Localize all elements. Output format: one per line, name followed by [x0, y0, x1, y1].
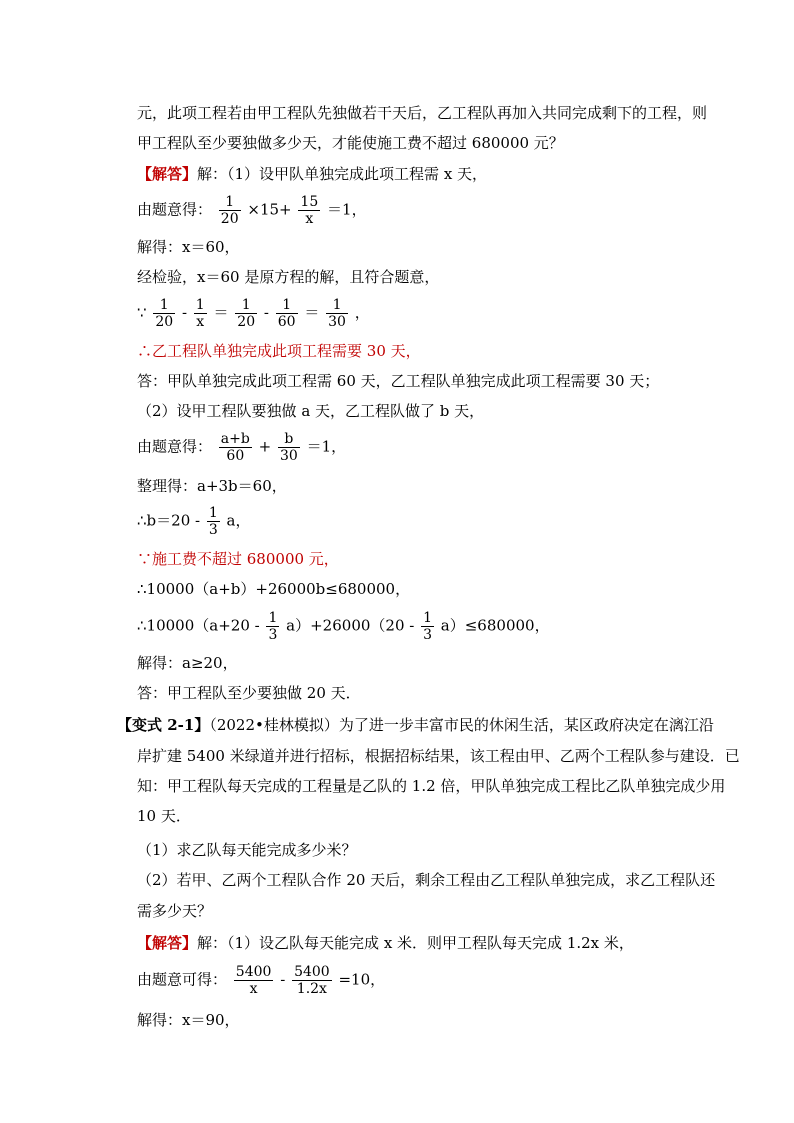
numerator: 15 — [300, 194, 319, 210]
numerator: 1 — [153, 297, 175, 314]
text-line: ∵施工费不超过 680000 元， — [137, 550, 339, 568]
fraction — [421, 610, 434, 643]
numerator: 1 — [268, 610, 278, 626]
text-line: 整理得：a+3b＝60， — [137, 477, 287, 495]
fraction — [235, 297, 257, 330]
numerator: 5400 — [294, 964, 330, 980]
numerator: 1 — [208, 505, 218, 521]
equation-line — [137, 505, 251, 538]
denominator: x — [196, 314, 205, 330]
denominator: 3 — [423, 627, 433, 643]
denominator: 20 — [237, 314, 256, 330]
denominator: 3 — [268, 627, 278, 643]
fraction — [153, 297, 175, 330]
fraction — [219, 194, 241, 227]
fraction — [207, 505, 220, 538]
equation-line — [137, 194, 367, 227]
text-line — [137, 933, 634, 953]
text-line: 经检验，x＝60 是原方程的解，且符合题意， — [137, 268, 440, 286]
operator: - — [263, 303, 274, 322]
text-line — [137, 164, 487, 184]
text-line: 甲工程队至少要独做多少天，才能使施工费不超过 680000 元？ — [137, 134, 564, 152]
numerator: 1 — [423, 610, 433, 626]
denominator: 30 — [279, 448, 298, 464]
equation-suffix: =10， — [338, 970, 386, 989]
operator: - — [181, 303, 192, 322]
text-line — [117, 715, 714, 735]
denominator: 60 — [226, 448, 245, 464]
denominator: 3 — [208, 522, 218, 538]
numerator: 5400 — [235, 964, 272, 980]
numerator: 1 — [219, 194, 241, 211]
denominator: 60 — [277, 314, 296, 330]
text-line: 元，此项工程若由甲工程队先独做若干天后，乙工程队再加入共同完成剩下的工程，则 — [137, 104, 708, 122]
fraction — [276, 297, 298, 330]
operator: - — [280, 970, 291, 989]
fraction — [292, 964, 332, 997]
text-line: 10 天． — [137, 807, 191, 825]
fraction — [298, 194, 320, 227]
numerator: b — [278, 431, 300, 448]
text-line: （2）若甲、乙两个工程队合作 20 天后，剩余工程由乙工程队单独完成，求乙工程队还 — [137, 871, 716, 889]
equation-suffix: ＝1， — [306, 437, 347, 456]
text-line: 解得：x＝60， — [137, 238, 240, 256]
equation-line — [137, 297, 370, 330]
text-line: 知：甲工程队每天完成的工程量是乙队的 1.2 倍，甲队单独完成工程比乙队单独完成少用 — [137, 777, 726, 795]
answer-tag: 【解答】 — [137, 165, 198, 183]
denominator: 1.2x — [296, 981, 327, 997]
equation-prefix: ∵ — [137, 303, 147, 322]
denominator: x — [249, 981, 258, 997]
numerator: a+b — [220, 431, 250, 447]
equation-suffix: a）≤680000， — [440, 616, 550, 635]
denominator: x — [305, 211, 314, 227]
text-line: ∴10000（a+b）+26000b≤680000， — [137, 580, 411, 598]
text-line: （1）求乙队每天能完成多少米？ — [137, 841, 357, 859]
equation-line — [137, 610, 550, 643]
text-line: 答：甲工程队至少要独做 20 天． — [137, 684, 361, 702]
equation-prefix: ∴10000（a+20 - — [137, 616, 265, 635]
numerator: 1 — [235, 297, 257, 314]
answer-text: 解：（1）设乙队每天能完成 x 米．则甲工程队每天完成 1.2x 米， — [197, 934, 634, 952]
operator: ＝ — [304, 303, 320, 322]
equation-line — [137, 964, 385, 997]
answer-tag: 【解答】 — [137, 934, 198, 952]
fraction — [194, 297, 207, 330]
text-line: 解得：x＝90， — [137, 1011, 240, 1029]
equation-prefix: 由题意得： — [137, 200, 213, 219]
numerator: 1 — [195, 297, 205, 313]
text-line: 岸扩建 5400 米绿道并进行招标，根据招标结果，该工程由甲、乙两个工程队参与建设．已 — [137, 747, 740, 765]
equation-prefix: ∴b＝20 - — [137, 511, 205, 530]
fraction — [326, 297, 348, 330]
text-line: 需多少天？ — [137, 902, 213, 920]
text-line: 解得：a≥20， — [137, 654, 238, 672]
numerator: 1 — [326, 297, 348, 314]
numerator: 1 — [276, 297, 298, 314]
fraction — [219, 431, 252, 464]
equation-line — [137, 431, 346, 464]
text-line: ∴乙工程队单独完成此项工程需要 30 天， — [137, 342, 421, 360]
variant-tag: 【变式 2-1】 — [117, 716, 210, 734]
equation-prefix: 由题意可得： — [137, 970, 228, 989]
fraction — [278, 431, 300, 464]
operator: ＝ — [213, 303, 229, 322]
text-line: （2）设甲工程队要独做 a 天，乙工程队做了 b 天， — [137, 402, 485, 420]
fraction — [266, 610, 279, 643]
denominator: 30 — [328, 314, 346, 330]
operator: + — [258, 437, 272, 456]
equation-prefix: 由题意得： — [137, 437, 213, 456]
equation-suffix: ＝1， — [327, 200, 367, 219]
text-line: 答：甲队单独完成此项工程需 60 天，乙工程队单独完成此项工程需要 30 天； — [137, 372, 660, 390]
answer-text: 解：（1）设甲队单独完成此项工程需 x 天， — [197, 165, 488, 183]
denominator: 20 — [220, 211, 239, 227]
denominator: 20 — [155, 314, 174, 330]
operator: ×15+ — [247, 200, 292, 219]
equation-suffix: ， — [354, 303, 370, 322]
fraction — [234, 964, 274, 997]
variant-text: （2022•桂林模拟）为了进一步丰富市民的休闲生活，某区政府决定在漓江沿 — [209, 716, 714, 734]
equation-suffix: a， — [226, 511, 251, 530]
operator: a）+26000（20 - — [286, 616, 420, 635]
